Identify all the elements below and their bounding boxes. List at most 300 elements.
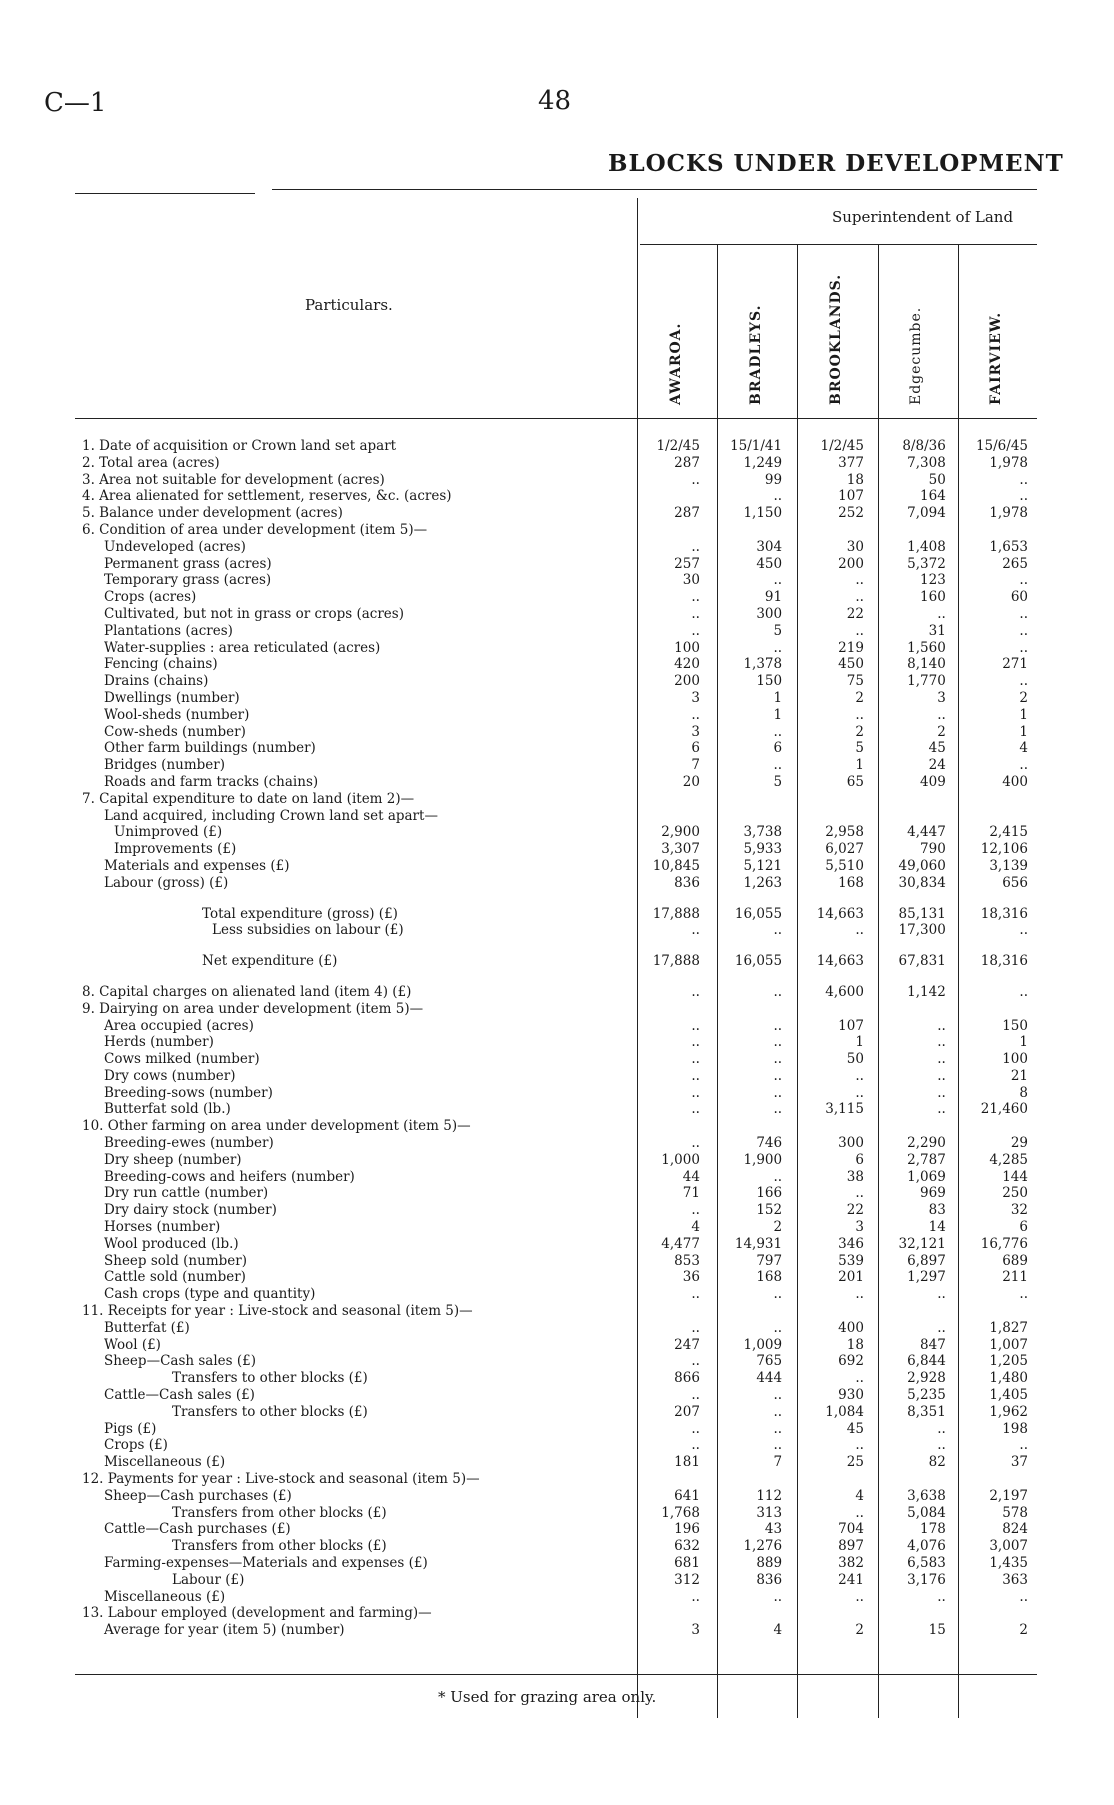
value-cell: 15/6/45 <box>975 438 1028 454</box>
row-label: Crops (£) <box>104 1437 168 1454</box>
value-cell: 300 <box>838 1135 864 1152</box>
row-label: Labour (£) <box>172 1571 245 1588</box>
value-cell: 15/1/41 <box>730 438 783 454</box>
value-cell <box>952 1118 1034 1135</box>
table-row <box>82 539 1034 556</box>
table-row <box>82 824 1034 841</box>
value-cell: 211 <box>1002 1269 1028 1286</box>
value-cell: 346 <box>838 1235 864 1252</box>
development-table <box>82 438 1034 1639</box>
row-label: Transfers from other blocks (£) <box>172 1538 387 1555</box>
table-row <box>82 953 1034 970</box>
row-label: Sheep sold (number) <box>104 1252 247 1269</box>
value-cell: 2 <box>855 1622 864 1639</box>
row-label-cell <box>82 1353 624 1370</box>
value-cell: 1,297 <box>907 1269 946 1286</box>
row-label: Dwellings (number) <box>104 689 240 706</box>
row-label-cell <box>82 740 624 757</box>
table-row <box>82 690 1034 707</box>
value-cell <box>624 1605 706 1622</box>
value-cell: .. <box>691 1017 700 1034</box>
value-cell: 5,235 <box>907 1387 946 1404</box>
row-label: Sheep—Cash purchases (£) <box>104 1487 292 1504</box>
value-cell: 168 <box>838 874 864 891</box>
value-cell: 1,900 <box>743 1151 783 1168</box>
value-cell: 107 <box>838 488 864 505</box>
row-label-cell <box>82 522 624 539</box>
value-cell: 4 <box>855 1487 864 1504</box>
value-cell: .. <box>937 1051 946 1068</box>
row-label: Dry run cattle (number) <box>104 1185 269 1202</box>
table-row <box>82 1001 1034 1018</box>
value-cell: .. <box>691 706 700 723</box>
row-label: 6. Condition of area under development (item 5)— <box>82 521 428 538</box>
table-row <box>82 1521 1034 1538</box>
value-cell: 4,447 <box>907 824 946 841</box>
superintendent-label: Superintendent of Land <box>832 208 1014 226</box>
value-cell: 32 <box>1010 1202 1028 1219</box>
row-label-cell <box>82 724 624 741</box>
value-cell: 83 <box>928 1202 946 1219</box>
row-label: Total expenditure (gross) (£) <box>202 905 398 922</box>
row-label-cell <box>82 1152 624 1169</box>
value-cell: 6 <box>691 740 700 757</box>
value-cell: .. <box>855 922 864 939</box>
value-cell: 247 <box>674 1336 700 1353</box>
row-label-cell <box>82 1253 624 1270</box>
value-cell: .. <box>1019 673 1028 690</box>
value-cell: 22 <box>846 1202 864 1219</box>
value-cell: .. <box>855 589 864 606</box>
report-code: C—1 <box>44 88 107 118</box>
row-label: Dry sheep (number) <box>104 1151 242 1168</box>
value-cell: 43 <box>764 1521 783 1538</box>
row-label-cell <box>82 1471 624 1488</box>
row-label: Breeding-ewes (number) <box>104 1135 274 1152</box>
value-cell <box>624 1303 706 1320</box>
value-cell: 1,378 <box>743 656 783 673</box>
row-label-cell <box>82 1538 624 1555</box>
row-label-cell <box>82 1051 624 1068</box>
row-label: Average for year (item 5) (number) <box>104 1622 345 1639</box>
row-label-cell <box>82 1370 624 1387</box>
row-spacer <box>82 892 1034 906</box>
col-header-bradleys: BRADLEYS. <box>748 304 764 405</box>
value-cell: 5 <box>855 740 864 757</box>
table-row <box>82 1018 1034 1035</box>
value-cell <box>706 791 788 808</box>
value-cell: .. <box>937 1067 946 1084</box>
row-label: Pigs (£) <box>104 1420 157 1437</box>
value-cell <box>952 1605 1034 1622</box>
value-cell: .. <box>773 1084 783 1101</box>
value-cell: 312 <box>674 1571 700 1588</box>
table-row <box>82 906 1034 923</box>
value-cell: 847 <box>920 1336 946 1353</box>
row-label: Transfers to other blocks (£) <box>172 1403 368 1420</box>
value-cell: .. <box>773 1034 783 1051</box>
value-cell: 30 <box>682 572 700 589</box>
table-row <box>82 808 1034 825</box>
value-cell: 304 <box>756 538 783 555</box>
value-cell: 1,263 <box>743 874 783 891</box>
table-row <box>82 740 1034 757</box>
col-header-fairview: FAIRVIEW. <box>988 311 1004 405</box>
row-label-cell <box>82 1605 624 1622</box>
value-cell: 4,285 <box>989 1151 1028 1168</box>
value-cell: 287 <box>674 505 700 522</box>
value-cell: .. <box>773 1319 783 1336</box>
value-cell: 6 <box>773 740 783 757</box>
value-cell: 8 <box>1019 1084 1028 1101</box>
value-cell: 656 <box>1002 874 1028 891</box>
value-cell: .. <box>691 1387 700 1404</box>
value-cell: 85,131 <box>898 905 946 922</box>
row-label: Less subsidies on labour (£) <box>212 922 404 939</box>
value-cell: .. <box>1019 1588 1028 1605</box>
row-label: Butterfat (£) <box>104 1319 190 1336</box>
value-cell: 5,121 <box>743 857 783 874</box>
value-cell: 219 <box>838 639 864 656</box>
row-label: Cattle sold (number) <box>104 1269 246 1286</box>
value-cell: .. <box>773 1286 783 1303</box>
value-cell: 3 <box>691 1622 700 1639</box>
value-cell <box>706 1001 788 1018</box>
value-cell: 166 <box>756 1185 783 1202</box>
value-cell: 363 <box>1002 1571 1028 1588</box>
value-cell: .. <box>1019 757 1028 774</box>
value-cell: .. <box>937 1017 946 1034</box>
value-cell: 2 <box>773 1219 783 1236</box>
value-cell: 313 <box>756 1504 783 1521</box>
value-cell <box>870 791 952 808</box>
value-cell: .. <box>773 757 783 774</box>
value-cell: 10,845 <box>652 857 700 874</box>
row-label-cell <box>82 707 624 724</box>
row-label-cell <box>82 1505 624 1522</box>
row-label-cell <box>82 841 624 858</box>
row-label-cell <box>82 1068 624 1085</box>
value-cell: .. <box>691 1437 700 1454</box>
value-cell: 1,069 <box>907 1168 946 1185</box>
value-cell: .. <box>691 538 700 555</box>
value-cell: 5,510 <box>825 857 864 874</box>
row-label-cell <box>82 1421 624 1438</box>
table-row <box>82 438 1034 455</box>
value-cell: 746 <box>756 1135 783 1152</box>
value-cell: 3,738 <box>743 824 783 841</box>
row-label: Wool-sheds (number) <box>104 706 250 723</box>
value-cell: .. <box>855 572 864 589</box>
row-label-cell <box>82 1034 624 1051</box>
value-cell: 18 <box>846 471 864 488</box>
row-label-cell <box>82 1555 624 1572</box>
value-cell: .. <box>773 1403 783 1420</box>
value-cell: .. <box>773 1067 783 1084</box>
row-label-cell <box>82 1437 624 1454</box>
value-cell: .. <box>855 1504 864 1521</box>
row-label: Net expenditure (£) <box>202 953 338 970</box>
value-cell <box>788 1303 870 1320</box>
value-cell: 14,663 <box>816 905 864 922</box>
row-label-cell <box>82 1269 624 1286</box>
value-cell: 400 <box>1002 773 1028 790</box>
row-label-cell <box>82 455 624 472</box>
row-label: Improvements (£) <box>114 841 237 858</box>
value-cell: 3,307 <box>661 841 700 858</box>
value-cell: 5,372 <box>907 555 946 572</box>
top-rule-right <box>272 189 1037 190</box>
table-row <box>82 1118 1034 1135</box>
value-cell: .. <box>691 471 700 488</box>
value-cell: 16,055 <box>734 905 783 922</box>
value-cell: 198 <box>1002 1420 1028 1437</box>
value-cell: 1,000 <box>661 1151 700 1168</box>
value-cell: 4,076 <box>907 1538 946 1555</box>
row-label-cell <box>82 1521 624 1538</box>
value-cell: 8,351 <box>907 1403 946 1420</box>
table-row <box>82 1101 1034 1118</box>
value-cell: .. <box>937 1319 946 1336</box>
table-row <box>82 1488 1034 1505</box>
value-cell: .. <box>937 1084 946 1101</box>
value-cell: 1,653 <box>989 538 1028 555</box>
value-cell: 107 <box>838 1017 864 1034</box>
row-label-cell <box>82 438 624 455</box>
value-cell: 271 <box>1002 656 1028 673</box>
row-label: Cash crops (type and quantity) <box>104 1286 316 1303</box>
value-cell: 12,106 <box>980 841 1028 858</box>
row-label-cell <box>82 922 624 939</box>
value-cell: 181 <box>674 1454 700 1471</box>
value-cell: 37 <box>1010 1454 1028 1471</box>
table-row <box>82 1605 1034 1622</box>
value-cell: 1,978 <box>989 454 1028 471</box>
value-cell: 200 <box>838 555 864 572</box>
value-cell: .. <box>691 589 700 606</box>
row-label-cell <box>82 1320 624 1337</box>
value-cell: 123 <box>920 572 946 589</box>
row-label: Breeding-sows (number) <box>104 1084 273 1101</box>
value-cell <box>706 1118 788 1135</box>
row-label: Wool produced (lb.) <box>104 1235 239 1252</box>
col-header-edgecumbe: Edgecumbe. <box>908 306 924 405</box>
value-cell: 2 <box>855 723 864 740</box>
value-cell: 3,176 <box>907 1571 946 1588</box>
value-cell: .. <box>691 1084 700 1101</box>
value-cell: 444 <box>756 1370 783 1387</box>
value-cell: 100 <box>674 639 700 656</box>
value-cell: .. <box>937 1286 946 1303</box>
value-cell: .. <box>691 1135 700 1152</box>
value-cell: 930 <box>838 1387 864 1404</box>
table-row <box>82 1236 1034 1253</box>
value-cell: 144 <box>1002 1168 1028 1185</box>
row-label-cell <box>82 1236 624 1253</box>
value-cell <box>788 522 870 539</box>
value-cell <box>788 808 870 825</box>
value-cell: 300 <box>756 605 783 622</box>
value-cell: 67,831 <box>898 953 946 970</box>
value-cell <box>624 1001 706 1018</box>
value-cell: .. <box>937 1437 946 1454</box>
value-cell: .. <box>1019 1437 1028 1454</box>
table-row <box>82 1505 1034 1522</box>
value-cell: 2 <box>1019 1622 1028 1639</box>
value-cell: 1,249 <box>743 454 783 471</box>
value-cell: 91 <box>764 589 783 606</box>
table-row <box>82 1253 1034 1270</box>
value-cell: 1,560 <box>907 639 946 656</box>
value-cell: .. <box>691 622 700 639</box>
value-cell: .. <box>1019 471 1028 488</box>
value-cell: 17,888 <box>652 953 700 970</box>
value-cell: 18,316 <box>980 905 1028 922</box>
value-cell: 3 <box>691 689 700 706</box>
value-cell: 6,583 <box>907 1555 946 1571</box>
value-cell: 178 <box>920 1521 946 1538</box>
value-cell: 2,928 <box>907 1370 946 1387</box>
value-cell <box>706 808 788 825</box>
value-cell <box>788 791 870 808</box>
value-cell: .. <box>773 1051 783 1068</box>
value-cell: 38 <box>846 1168 864 1185</box>
value-cell: 409 <box>920 773 946 790</box>
value-cell: .. <box>937 1588 946 1605</box>
row-label: Cattle—Cash purchases (£) <box>104 1521 291 1538</box>
table-row <box>82 505 1034 522</box>
row-label: Cow-sheds (number) <box>104 723 246 740</box>
row-label: Horses (number) <box>104 1219 221 1236</box>
row-label-cell <box>82 906 624 923</box>
value-cell: .. <box>855 622 864 639</box>
value-cell: .. <box>1019 605 1028 622</box>
row-label-cell <box>82 1454 624 1471</box>
row-label-cell <box>82 774 624 791</box>
row-label: Sheep—Cash sales (£) <box>104 1353 256 1370</box>
value-cell: 3,115 <box>825 1101 864 1118</box>
value-cell: 32,121 <box>898 1235 946 1252</box>
value-cell: 377 <box>838 454 864 471</box>
table-row <box>82 1572 1034 1589</box>
table-row <box>82 922 1034 939</box>
value-cell: 1,405 <box>989 1387 1028 1404</box>
table-row <box>82 1135 1034 1152</box>
value-cell: .. <box>855 1437 864 1454</box>
value-cell: .. <box>691 1034 700 1051</box>
value-cell: 60 <box>1010 589 1028 606</box>
value-cell: 250 <box>1002 1185 1028 1202</box>
value-cell: .. <box>1019 488 1028 505</box>
value-cell: 1,978 <box>989 505 1028 522</box>
page-number: 48 <box>538 86 572 116</box>
row-label-cell <box>82 953 624 970</box>
table-row <box>82 791 1034 808</box>
value-cell: .. <box>691 922 700 939</box>
table-row <box>82 1538 1034 1555</box>
row-label-cell <box>82 1118 624 1135</box>
value-cell: .. <box>691 1101 700 1118</box>
value-cell: .. <box>773 922 783 939</box>
row-label: 2. Total area (acres) <box>82 454 220 471</box>
value-cell: .. <box>855 1286 864 1303</box>
value-cell: 2,958 <box>825 824 864 841</box>
value-cell <box>624 808 706 825</box>
value-cell: 99 <box>764 471 783 488</box>
table-row <box>82 472 1034 489</box>
value-cell: 18 <box>846 1336 864 1353</box>
table-row <box>82 1353 1034 1370</box>
top-rule-left <box>75 193 255 194</box>
value-cell: 150 <box>756 673 783 690</box>
value-cell <box>870 1605 952 1622</box>
value-cell: .. <box>691 1202 700 1219</box>
value-cell <box>788 1001 870 1018</box>
row-label-cell <box>82 1286 624 1303</box>
row-label: Bridges (number) <box>104 757 225 774</box>
row-label-cell <box>82 690 624 707</box>
row-label: Other farm buildings (number) <box>104 740 316 757</box>
row-label-cell <box>82 539 624 556</box>
row-label: Undeveloped (acres) <box>104 538 246 555</box>
value-cell: 257 <box>674 555 700 572</box>
value-cell: .. <box>773 1437 783 1454</box>
value-cell: .. <box>773 723 783 740</box>
value-cell <box>870 1303 952 1320</box>
row-label-cell <box>82 1488 624 1505</box>
footnote: * Used for grazing area only. <box>438 1688 657 1706</box>
value-cell: 1,408 <box>907 538 946 555</box>
row-label-cell <box>82 572 624 589</box>
value-cell: 1,009 <box>743 1336 783 1353</box>
row-spacer <box>82 970 1034 984</box>
col-header-awaroa: AWAROA. <box>668 322 684 405</box>
value-cell: .. <box>773 1420 783 1437</box>
table-bottom-rule <box>75 1674 1037 1675</box>
value-cell: 24 <box>928 757 946 774</box>
value-cell <box>706 1471 788 1488</box>
value-cell: .. <box>937 1034 946 1051</box>
table-row <box>82 488 1034 505</box>
row-label: 5. Balance under development (acres) <box>82 505 343 522</box>
value-cell: 797 <box>756 1252 783 1269</box>
value-cell: 3,007 <box>989 1538 1028 1555</box>
value-cell: 1 <box>855 757 864 774</box>
value-cell: 1,007 <box>989 1336 1028 1353</box>
value-cell: 20 <box>682 773 700 790</box>
value-cell: 15 <box>928 1622 946 1639</box>
value-cell: 5 <box>773 622 783 639</box>
row-label: 11. Receipts for year : Live-stock and seasonal (item 5)— <box>82 1303 473 1320</box>
value-cell: 2 <box>937 723 946 740</box>
particulars-label: Particulars. <box>305 296 393 314</box>
value-cell: 790 <box>920 841 946 858</box>
row-label: Dry dairy stock (number) <box>104 1202 277 1219</box>
value-cell: 1,770 <box>907 673 946 690</box>
value-cell: .. <box>773 1017 783 1034</box>
value-cell: 1,435 <box>989 1555 1028 1571</box>
row-label: Wool (£) <box>104 1336 161 1353</box>
value-cell: .. <box>691 1051 700 1068</box>
value-cell: 150 <box>1002 1017 1028 1034</box>
value-cell: 1/2/45 <box>820 438 864 454</box>
value-cell: 49,060 <box>898 857 946 874</box>
table-row <box>82 1337 1034 1354</box>
value-cell: 16,055 <box>734 953 783 970</box>
row-label: 1. Date of acquisition or Crown land set apart <box>82 438 397 454</box>
value-cell: 1,205 <box>989 1353 1028 1370</box>
value-cell: 2,415 <box>989 824 1028 841</box>
